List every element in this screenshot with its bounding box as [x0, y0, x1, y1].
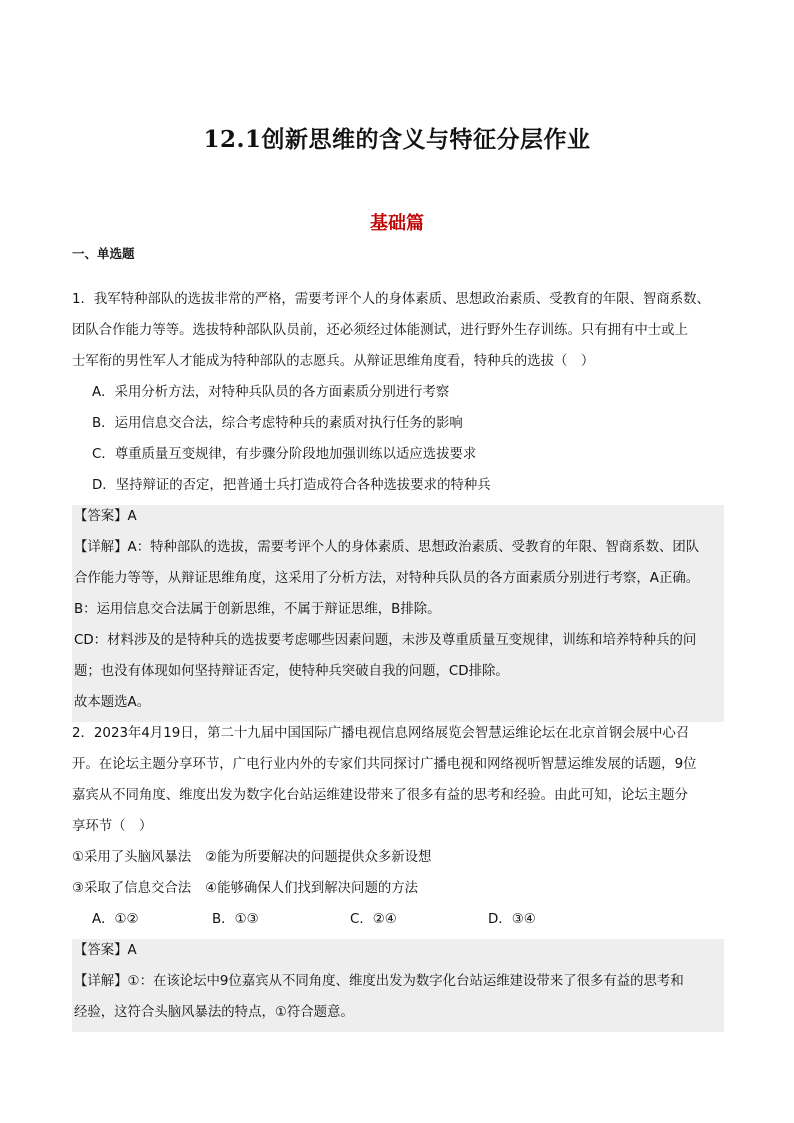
question-stem-line: 开。在论坛主题分享环节，广电行业内外的专家们共同探讨广播电视和网络视听智慧运维发展的话题，9位: [72, 757, 697, 772]
explanation-line: 【详解】①：在该论坛中9位嘉宾从不同角度、维度出发为数字化台站运维建设带来了很多有益的思考和: [74, 974, 684, 989]
explanation-line: B：运用信息交合法属于创新思维，不属于辩证思维，B排除。: [74, 602, 441, 617]
statement-3: ③采取了信息交合法: [72, 881, 192, 896]
explanation-line: 合作能力等等，从辩证思维角度，这采用了分析方法，对特种兵队员的各方面素质分别进行考察，A正确。: [74, 571, 700, 586]
question-stem-line: 嘉宾从不同角度、维度出发为数字化台站运维建设带来了很多有益的思考和经验。由此可知，论坛主题分: [72, 788, 688, 803]
explanation-line: 【详解】A：特种部队的选拔，需要考评个人的身体素质、思想政治素质、受教育的年限、智商系数、团队: [74, 540, 700, 555]
level-heading: 基础篇: [370, 213, 424, 234]
statement-row: [72, 877, 724, 908]
option-d: D．③④: [488, 912, 536, 927]
statement-2: ②能为所要解决的问题提供众多新设想: [205, 850, 432, 865]
explanation-line: 经验，这符合头脑风暴法的特点，①符合题意。: [74, 1005, 354, 1020]
option-a: A．①②: [92, 912, 139, 927]
option-b: B．①③: [212, 912, 259, 927]
question-stem-line: 1．我军特种部队的选拔非常的严格，需要考评个人的身体素质、思想政治素质、受教育的年限、智商系数、: [72, 292, 710, 307]
questions-body: [72, 288, 724, 1032]
answer-block: [72, 505, 724, 722]
answer-block: [72, 939, 724, 1032]
options-row: [72, 908, 724, 939]
explanation-line: 题；也没有体现如何坚持辩证否定，使特种兵突破自我的问题，CD排除。: [74, 664, 509, 679]
statement-row: [72, 846, 724, 877]
option-c: C．②④: [350, 912, 397, 927]
question-stem-line: 士军衔的男性军人才能成为特种部队的志愿兵。从辩证思维角度看，特种兵的选拔（ ）: [72, 354, 595, 369]
option-a: A．采用分析方法，对特种兵队员的各方面素质分别进行考察: [92, 385, 450, 400]
explanation-line: CD：材料涉及的是特种兵的选拔要考虑哪些因素问题，未涉及尊重质量互变规律，训练和培养特种兵的问: [74, 633, 697, 648]
document-title: 12.1创新思维的含义与特征分层作业: [203, 126, 591, 153]
explanation-line: 故本题选A。: [74, 695, 151, 710]
option-c: C．尊重质量互变规律，有步骤分阶段地加强训练以适应选拔要求: [92, 447, 477, 462]
statement-4: ④能够确保人们找到解决问题的方法: [205, 881, 419, 896]
statement-1: ①采用了头脑风暴法: [72, 850, 192, 865]
section-heading: 一、单选题: [72, 246, 135, 261]
question-1: [72, 288, 724, 722]
option-b: B．运用信息交合法，综合考虑特种兵的素质对执行任务的影响: [92, 416, 463, 431]
option-d: D．坚持辩证的否定，把普通士兵打造成符合各种选拔要求的特种兵: [92, 478, 491, 493]
question-stem-line: 2．2023年4月19日，第二十九届中国国际广播电视信息网络展览会智慧运维论坛在北京首钢会展中心召: [72, 726, 690, 741]
answer-line: 【答案】A: [74, 509, 137, 524]
question-2: [72, 722, 724, 1032]
question-stem-line: 团队合作能力等等。选拔特种部队队员前，还必须经过体能测试，进行野外生存训练。只有拥有中士或上: [72, 323, 688, 338]
answer-line: 【答案】A: [74, 943, 137, 958]
question-stem-line: 享环节（ ）: [72, 819, 153, 834]
